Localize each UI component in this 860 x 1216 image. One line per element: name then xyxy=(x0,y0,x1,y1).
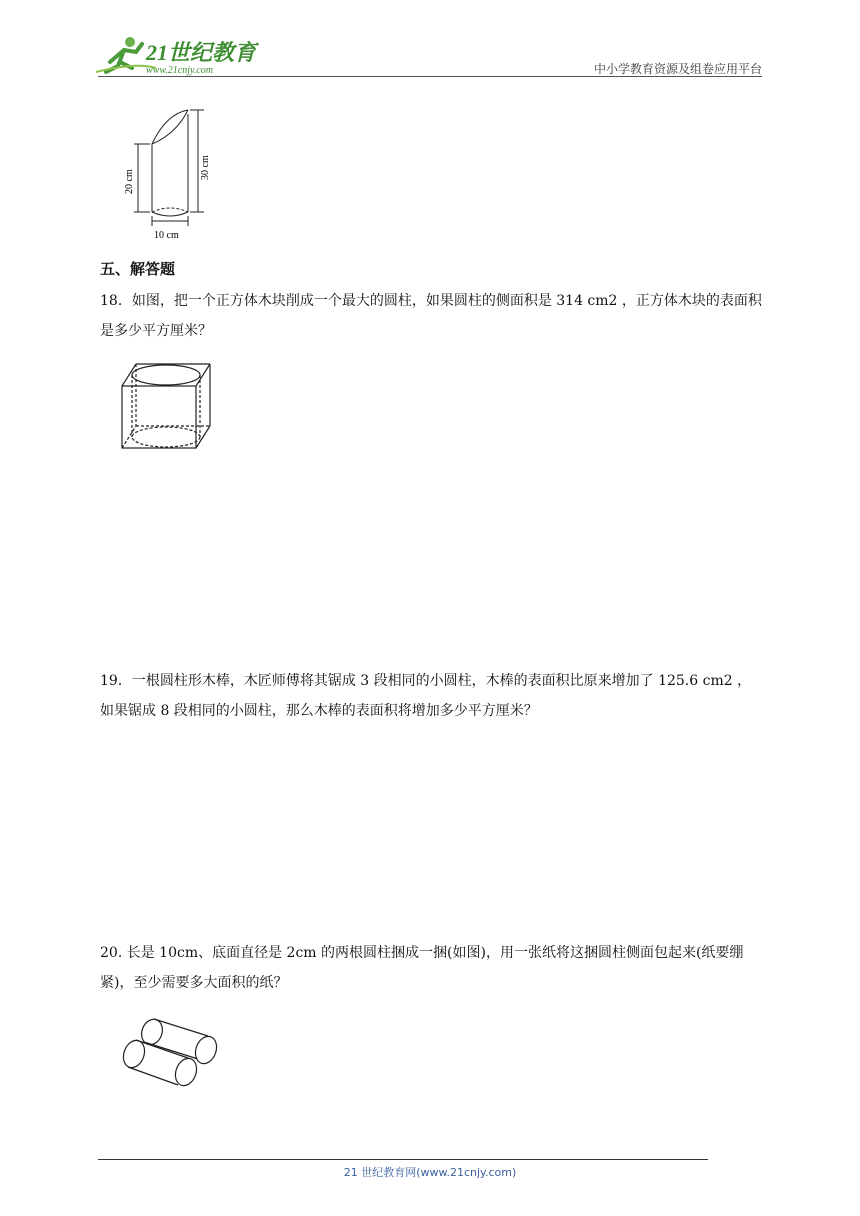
label-20cm: 20 cm xyxy=(124,169,135,194)
footer-divider xyxy=(98,1159,708,1160)
cube-cylinder-figure xyxy=(118,358,218,454)
logo-title: 21世纪教育 xyxy=(146,40,257,65)
label-30cm: 30 cm xyxy=(200,155,211,180)
question-20: 20. 长是 10cm、底面直径是 2cm 的两根圆柱捆成一捆(如图)，用一张纸将这捆圆柱侧面包起来(纸要绷紧)，至少需要多大面积的纸？ xyxy=(100,945,744,991)
logo xyxy=(96,32,266,78)
platform-label: 中小学教育资源及组卷应用平台 xyxy=(593,62,762,76)
logo-url: www.21cnjy.com xyxy=(146,65,214,76)
two-cylinders-figure xyxy=(118,1014,228,1100)
question-19: 19．一根圆柱形木棒，木匠师傅将其锯成 3 段相同的小圆柱，木棒的表面积比原来增加了 125.6 cm2 ，如果锯成 8 段相同的小圆柱，那么木棒的表面积将增加多少平方厘米？ xyxy=(100,673,752,719)
section-title: 五、解答题 xyxy=(100,260,176,278)
footer-text[interactable]: 21 世纪教育网(www.21cnjy.com) xyxy=(343,1166,517,1179)
question-18: 18．如图，把一个正方体木块削成一个最大的圆柱，如果圆柱的侧面积是 314 cm2 ，正方体木块的表面积是多少平方厘米？ xyxy=(100,293,762,339)
cut-cylinder-figure xyxy=(118,104,218,244)
label-10cm: 10 cm xyxy=(154,230,179,241)
header-divider xyxy=(98,76,762,77)
